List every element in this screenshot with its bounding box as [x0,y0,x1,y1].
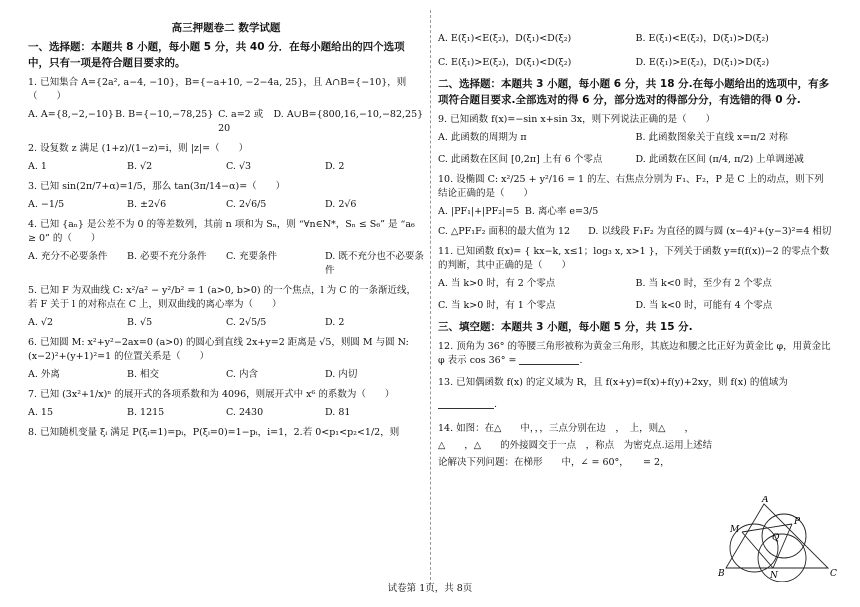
question-5-options [28,316,424,330]
option: C. 2√5/5 [226,317,267,328]
label-a: A [762,496,769,505]
option: C. 当 k>0 时，有 1 个零点 [438,300,556,311]
option: B. 必要不充分条件 [127,251,207,262]
option: C. √3 [226,161,252,172]
option: B. 1215 [127,407,165,418]
question-7: 7. 已知 (3x²+1/x)ⁿ 的展开式的各项系数和为 4096，则展开式中 x⁶ 的系数为（ ） [28,389,395,400]
label-c: C [830,569,837,579]
answer-blank-13[interactable] [438,398,494,409]
option: C. 2√6/5 [226,199,267,210]
page-title: 高三押题卷二 数学试题 [171,22,281,34]
question-1-options [28,108,424,136]
question-10-options [438,205,833,239]
option: B. 此函数图象关于直线 x=π/2 对称 [635,132,788,143]
question-6: 6. 已知圆 M: x²+y²−2ax=0 (a>0) 的圆心到直线 2x+y=2 距离是 √5，则圆 M 与圆 N: (x−2)²+(y+1)²=1 的位置关系是（ ） [28,337,409,362]
option: A. −1/5 [28,199,65,210]
option: D. 既不充分也不必要条件 [325,251,424,276]
option: A. 15 [28,407,53,418]
option: A. E(ξ₁)<E(ξ₂)，D(ξ₁)<D(ξ₂) [438,33,572,44]
question-2: 2. 设复数 z 满足 (1+z)/(1−z)=i，则 |z|=（ ） [28,143,249,154]
option: B. 当 k<0 时，至少有 2 个零点 [635,278,772,289]
question-13: 13. 已知偶函数 f(x) 的定义域为 R，且 f(x+y)=f(x)+f(y)+2xy，则 f(x) 的值域为 . [438,377,788,410]
option: A. |PF₁|+|PF₂|=5 [438,206,520,217]
option: D. 2√6 [325,199,357,210]
question-3-options [28,198,424,212]
column-divider [430,10,431,585]
option: D. A∪B={800,16,−10,−82,25} [273,109,424,120]
option: A. 充分不必要条件 [28,251,108,262]
option: C. E(ξ₁)>E(ξ₂)，D(ξ₁)<D(ξ₂) [438,57,572,68]
option: A. 当 k>0 时，有 2 个零点 [438,278,556,289]
option: D. 以线段 F₁F₂ 为直径的圆与圆 (x−4)²+(y−3)²=4 相切 [588,226,832,237]
question-8-options [438,32,833,70]
option: C. 此函数在区间 [0,2π] 上有 6 个零点 [438,154,603,165]
option: A. A={8,−2,−10} [28,109,114,120]
answer-blank-12[interactable] [519,354,579,365]
label-b: B [718,569,725,579]
question-1: 1. 已知集合 A={2a², a−4, −10}，B={−a+10, −2−4a, 25}，且 A∩B={−10}，则（ ） [28,77,407,102]
option: C. 充要条件 [226,251,277,262]
question-12: 12. 顶角为 36° 的等腰三角形被称为黄金三角形，其底边和腰之比正好为黄金比 φ，用黄金比 φ 表示 cos 36° = . [438,341,831,366]
option: B. 离心率 e=3/5 [524,206,599,217]
question-9: 9. 已知函数 f(x)=−sin x+sin 3x，则下列说法正确的是（ ） [438,114,716,125]
section-2-heading: 二、选择题：本题共 3 小题，每小题 6 分，共 18 分.在每小题给出的选项中，有多项符合题目要求.全部选对的得 6 分，部分选对的得部分分，有选错的得 0 分. [438,78,830,106]
label-p: P [794,517,801,527]
option: D. 2 [325,161,345,172]
left-column [28,20,424,442]
option: A. 此函数的周期为 π [438,132,527,143]
question-8: 8. 已知随机变量 ξᵢ 满足 P(ξᵢ=1)=pᵢ，P(ξᵢ=0)=1−pᵢ，i=1，2.若 0<p₁<p₂<1/2，则 [28,427,400,438]
label-n: N [770,571,778,581]
option: B. ±2√6 [127,199,167,210]
question-10: 10. 设椭圆 C: x²/25 + y²/16 = 1 的左、右焦点分别为 F₁、F₂，P 是 C 上的动点，则下列结论正确的是（ ） [438,174,824,199]
question-6-options [28,368,424,382]
geometry-figure [718,496,838,582]
option: C. △PF₁F₂ 面积的最大值为 12 [438,226,571,237]
segment-pn [773,524,792,568]
question-11: 11. 已知函数 f(x)= { kx−k, x≤1；log₃ x, x>1 }，下列关于函数 y=f(f(x))−2 的零点个数的判断，其中正确的是（ ） [438,246,830,271]
option: D. 此函数在区间 (π/4, π/2) 上单调递减 [635,154,804,165]
question-9-options [438,131,833,167]
question-14: 14. 如图：在△ 中，，，三点分别在边 ， 上，则△ ，△ ，△ 的外接圆交于一点 ，称点 为密克点.运用上述结论解决下列问题：在梯形 中，∠ = 60°， = 2， [438,423,713,468]
question-12-text: 12. 顶角为 36° 的等腰三角形被称为黄金三角形，其底边和腰之比正好为黄金比 φ，用黄金比 φ 表示 cos 36° = [438,341,831,366]
right-column [438,32,833,473]
question-11-options [438,277,833,313]
question-4-options [28,250,424,278]
section-3-heading: 三、填空题：本题共 3 小题，每小题 5 分，共 15 分. [438,321,693,333]
option: D. 2 [325,317,345,328]
section-1-heading: 一、选择题：本题共 8 小题，每小题 5 分，共 40 分．在每小题给出的四个选项中，只有一项是符合题目要求的。 [28,41,405,69]
option: A. 外离 [28,369,60,380]
option: B. √5 [127,317,153,328]
option: A. 1 [28,161,47,172]
option: D. 内切 [325,369,358,380]
segment-mn [742,532,773,568]
option: D. 81 [325,407,351,418]
page-footer: 试卷第 1页，共 8页 [387,583,473,594]
question-13-text: 13. 已知偶函数 f(x) 的定义域为 R，且 f(x+y)=f(x)+f(y)+2xy，则 f(x) 的值域为 [438,377,788,388]
option: B. E(ξ₁)<E(ξ₂)，D(ξ₁)>D(ξ₂) [635,33,769,44]
option: C. 内含 [226,369,258,380]
option: B. 相交 [127,369,160,380]
option: D. E(ξ₁)>E(ξ₂)，D(ξ₁)>D(ξ₂) [635,57,770,68]
question-7-options [28,406,424,420]
option: B. √2 [127,161,153,172]
option: B. B={−10,−78,25} [115,109,214,120]
label-q: Q [772,533,780,543]
option: C. 2430 [226,407,264,418]
question-4: 4. 已知 {aₙ} 是公差不为 0 的等差数列，其前 n 项和为 Sₙ，则 “∀n∈N*，Sₙ ≤ S₆” 是 “a₆ ≥ 0” 的（ ） [28,219,415,244]
label-m: M [730,525,740,535]
option: A. √2 [28,317,53,328]
question-2-options [28,160,424,174]
option: D. 当 k<0 时，可能有 4 个零点 [635,300,773,311]
option: C. a=2 或 20 [218,109,264,134]
question-3: 3. 已知 sin(2π/7+α)=1/5，那么 tan(3π/14−α)=（ ） [28,181,286,192]
question-5: 5. 已知 F 为双曲线 C: x²/a² − y²/b² = 1 (a>0, b>0) 的一个焦点，l 为 C 的一条渐近线，若 F 关于 l 的对称点在 C 上，则双曲线的离心率为（ ） [28,285,416,310]
